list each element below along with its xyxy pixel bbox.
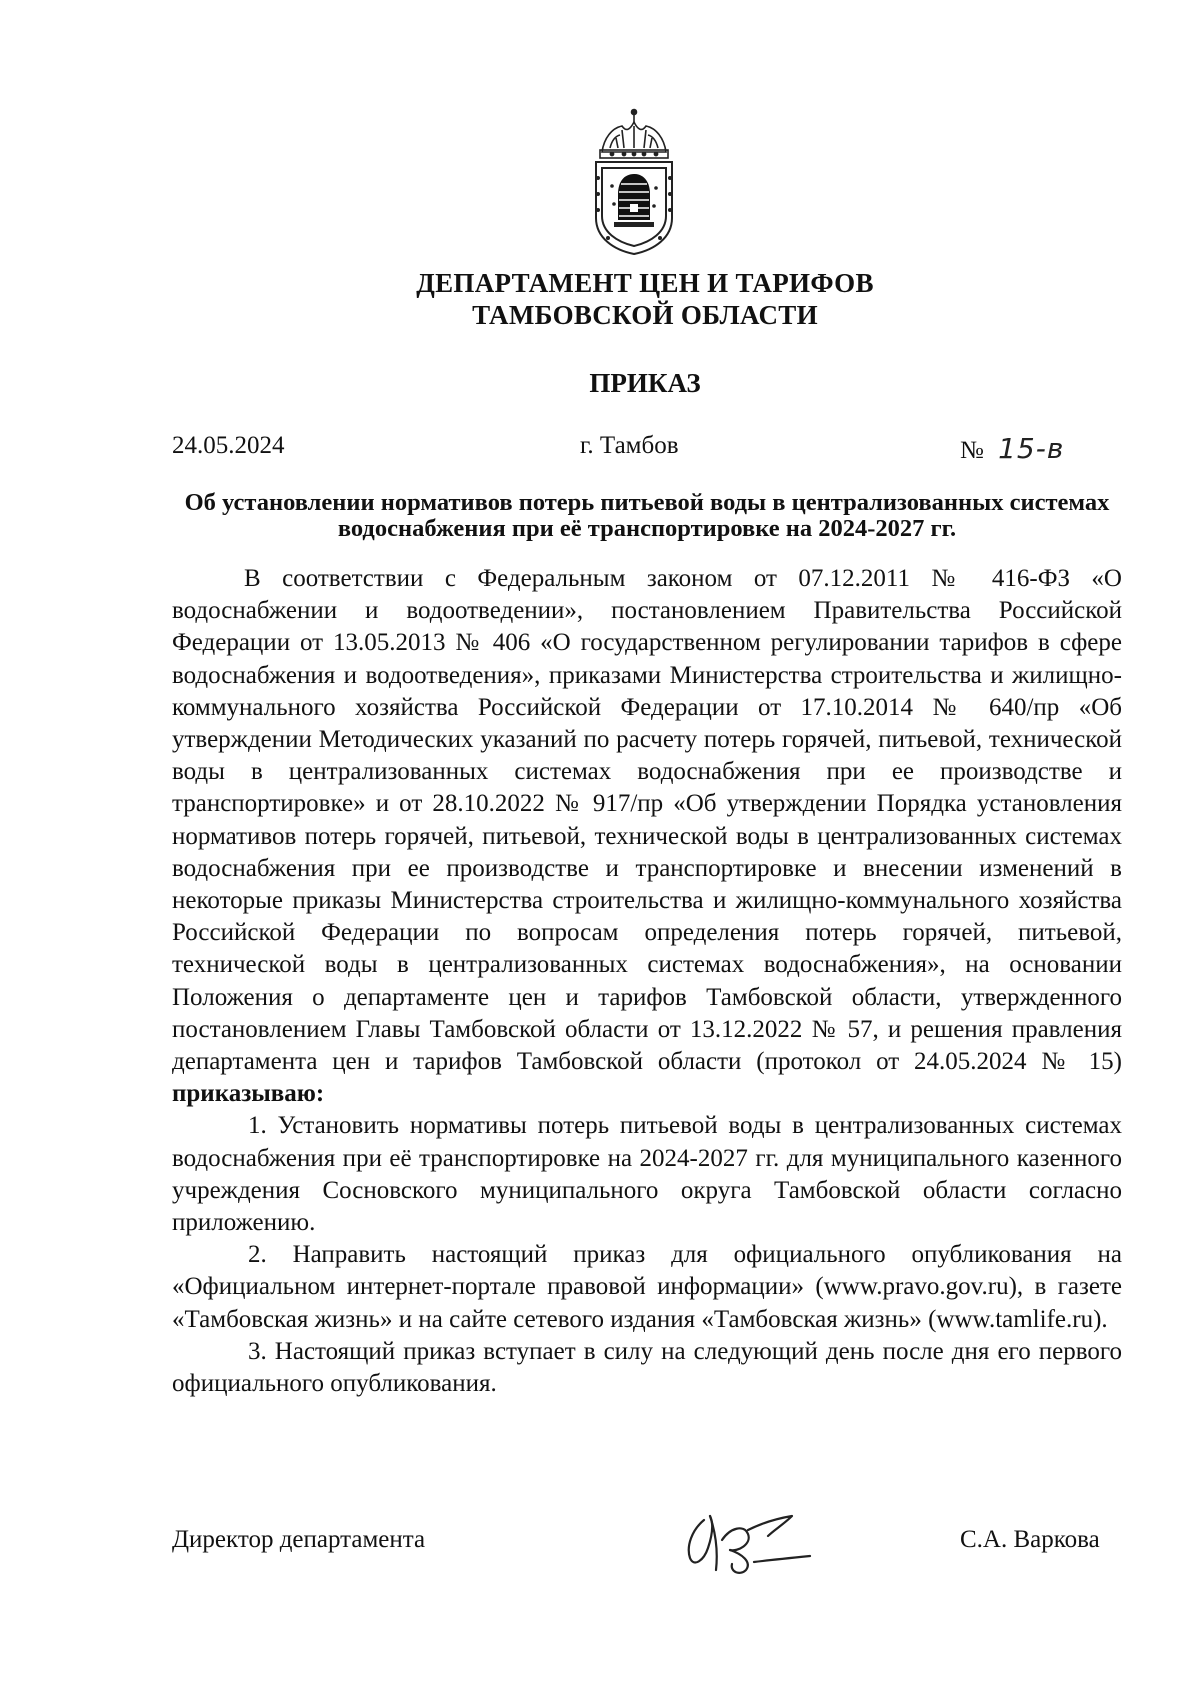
order-item-1: 1. Установить нормативы потерь питьевой воды в централизованных системах водоснабжения при её транспортировке на 2024-2027 гг. для муниципального казенного учреждения Сосновского муниципального округа Тамбовской области согласно приложению. [172, 1112, 1122, 1237]
number-label: № [960, 437, 984, 464]
document-title: Об установлении нормативов потерь питьевой воды в централизованных системах водоснабжения при её транспортировке на 2024-2027 гг. [184, 489, 1110, 542]
document-type: ПРИКАЗ [589, 368, 701, 398]
order-word: приказываю: [172, 1080, 325, 1108]
document-date: 24.05.2024 [172, 432, 285, 459]
document-city: г. Тамбов [580, 432, 679, 459]
number-value: 15-в [998, 432, 1065, 465]
document-number [960, 432, 1064, 465]
department-title-line1: ДЕПАРТАМЕНТ ЦЕН И ТАРИФОВ [416, 268, 874, 298]
handwritten-signature-icon [670, 1500, 830, 1580]
preamble-paragraph [172, 563, 1122, 1110]
document-body [172, 563, 1122, 1400]
tambov-coat-of-arms-icon [588, 108, 680, 258]
order-item-3: 3. Настоящий приказ вступает в силу на следующий день после дня его первого официального опубликования. [172, 1337, 1122, 1398]
order-item-2: 2. Направить настоящий приказ для официального опубликования на «Официальном интернет-портале правовой информации» (www.pravo.gov.ru), в газете «Тамбовская жизнь» и на сайте сетевого издания «Тамбовская жизнь» (www.tamlife.ru). [172, 1241, 1122, 1333]
signatory-role: Директор департамента [172, 1526, 426, 1553]
department-title-line2: ТАМБОВСКОЙ ОБЛАСТИ [472, 300, 818, 330]
preamble-text: В соответствии с Федеральным законом от 07.12.2011 № 416-ФЗ «О водоснабжении и водоотведении», постановлением Правительства Российской Федерации от 13.05.2013 № 406 «О государственном регулировании тарифов в сфере водоснабжения и водоотведения», приказами Министерства строительства и жилищно-коммунального хозяйства Российской Федерации от 17.10.2014 № 640/пр «Об утверждении Методических указаний по расчету потерь горячей, питьевой, технической воды в централизованных системах водоснабжения при ее производстве и транспортировке» и от 28.10.2022 № 917/пр «Об утверждении Порядка установления нормативов потерь горячей, питьевой, технической воды в централизованных системах водоснабжения при ее производстве и транспортировке и внесении изменений в некоторые приказы Министерства строительства и жилищно-коммунального хозяйства Российской Федерации по вопросам определения потерь горячей, питьевой, технической воды в централизованных системах водоснабжения», на основании Положения о департаменте цен и тарифов Тамбовской области, утвержденного постановлением Главы Тамбовской области от 13.12.2022 № 57, и решения правления департамента цен и тарифов Тамбовской области (протокол от 24.05.2024 № 15) [172, 565, 1122, 1076]
signatory-name: С.А. Варкова [960, 1526, 1100, 1553]
